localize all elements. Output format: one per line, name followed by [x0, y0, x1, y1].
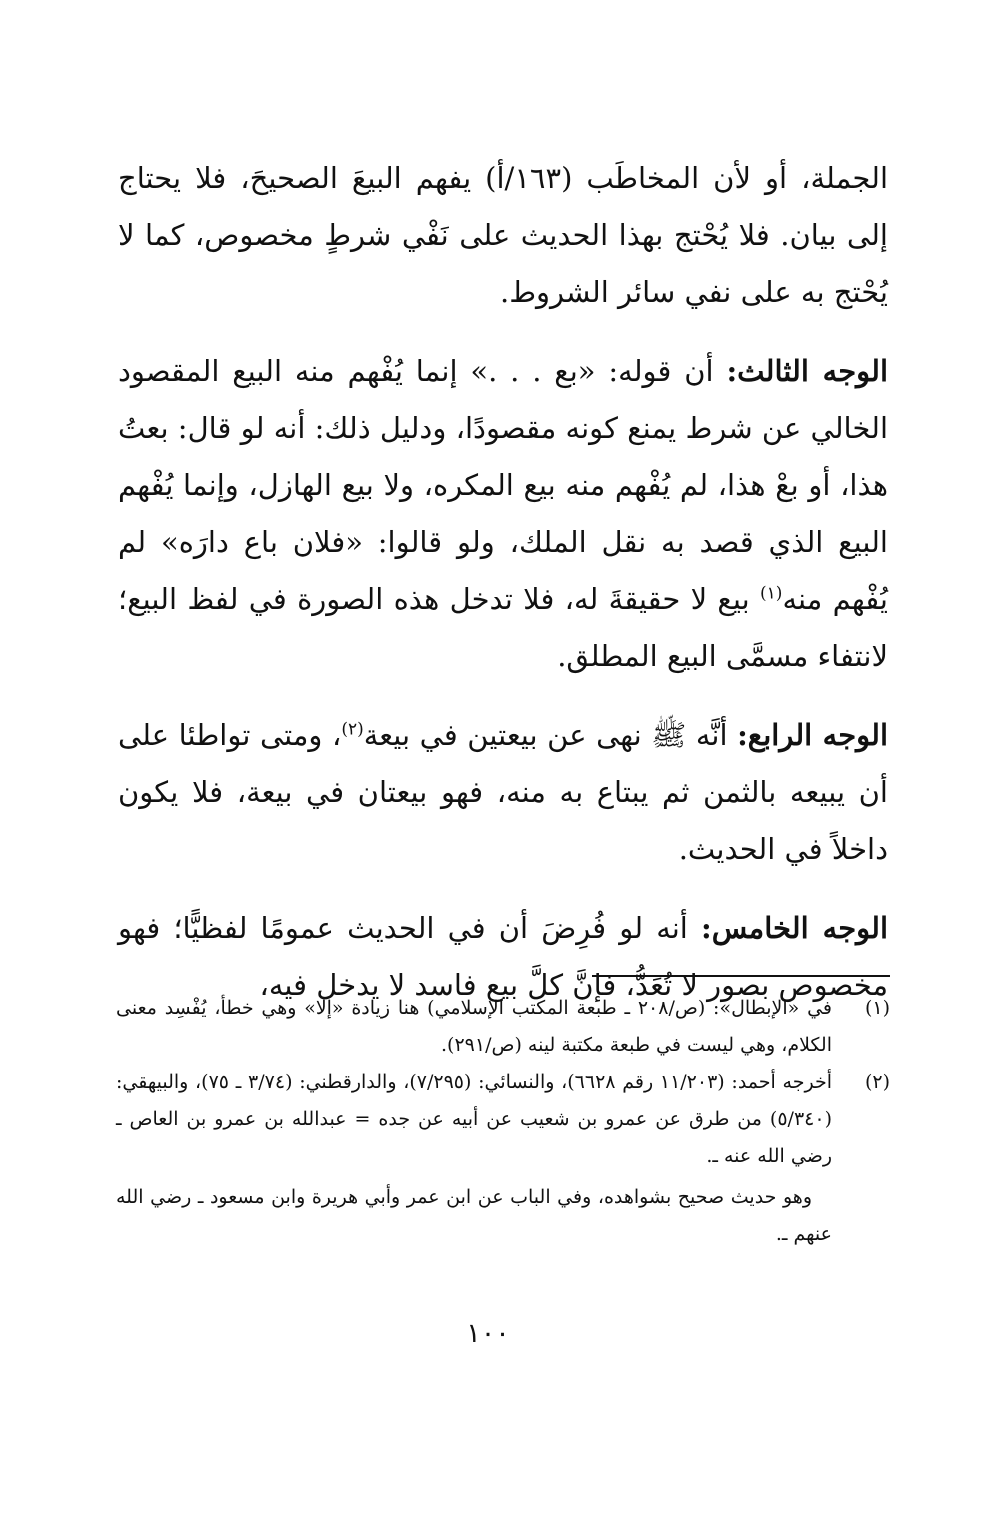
paragraph-text-after-note: ، ومتى تواطئا على أن يبيعه بالثمن ثم يبتاع به منه، فهو بيعتان في بيعة، فلا يكون داخلاً في الحديث.	[118, 718, 888, 866]
paragraph-continuation	[118, 150, 888, 321]
paragraph-heading: الوجه الثالث:	[726, 354, 889, 388]
paragraph-heading: الوجه الرابع:	[737, 718, 888, 752]
footnote-item	[116, 1064, 890, 1253]
paragraph-text: أن قوله: «بع . . .» إنما يُفْهم منه البيع المقصود الخالي عن شرط يمنع كونه مقصودًا، ودليل ذلك: أنه لو قال: بعتُ هذا، أو بعْ هذا، لم يُفْهم منه بيع المكره، ولا بيع الهازل، وإنما يُفْهم البيع الذي قصد به نقل الملك، ولو قالوا: «فلان باع دارَه» لم يُفْهم منه	[118, 354, 888, 616]
paragraph-heading: الوجه الخامس:	[701, 911, 889, 945]
footnotes	[116, 990, 890, 1253]
paragraph-fourth-aspect	[118, 707, 888, 878]
footnote-item	[116, 990, 890, 1064]
paragraph-third-aspect	[118, 343, 888, 685]
footnote-text: في «الإبطال»: (ص/٢٠٨ ـ طبعة المكتب الإسلامي) هنا زيادة «إلا» وهي خطأ، يُفْسِد معنى الكلام، وهي ليست في طبعة مكتبة لينه (ص/٢٩١).	[116, 997, 832, 1056]
paragraph-text: الجملة، أو لأن المخاطَب (١٦٣/أ) يفهم البيعَ الصحيحَ، فلا يحتاج إلى بيان. فلا يُحْتج بهذا الحديث على نَفْي شرطٍ مخصوص، كما لا يُحْتج به على نفي سائر الشروط.	[118, 161, 888, 309]
page-number: ١٠٠	[466, 1318, 510, 1349]
footnote-number: (١)	[864, 997, 890, 1019]
footnote-reference[interactable]: (٢)	[341, 719, 364, 740]
footnote-divider	[592, 975, 890, 977]
paragraph-text-after-note: بيع لا حقيقةَ له، فلا تدخل هذه الصورة في لفظ البيع؛ لانتفاء مسمَّى البيع المطلق.	[118, 582, 888, 673]
footnote-continuation: وهو حديث صحيح بشواهده، وفي الباب عن ابن عمر وأبي هريرة وابن مسعود ـ رضي الله عنهم ـ.	[116, 1186, 832, 1245]
footnote-number: (٢)	[864, 1071, 890, 1093]
main-text	[118, 150, 888, 1014]
paragraph-text: أنَّه ﷺ نهى عن بيعتين في بيعة	[363, 718, 728, 752]
footnote-reference[interactable]: (١)	[760, 583, 783, 604]
paragraph-text: أنه لو فُرِضَ أن في الحديث عمومًا لفظيًّا؛ فهو مخصوص بصور لا تُعَدُّ، فإنَّ كلَّ بيع فاسد لا يدخل فيه،	[118, 911, 888, 1002]
footnote-text: أخرجه أحمد: (١١/٢٠٣ رقم ٦٦٢٨)، والنسائي: (٧/٢٩٥)، والدارقطني: (٣/٧٤ ـ ٧٥)، والبيهقي: (٥/٣٤٠) من طرق عن عمرو بن شعيب عن أبيه عن جده = عبدالله بن عمرو بن العاص ـ رضي الله عنه ـ.	[116, 1071, 832, 1167]
